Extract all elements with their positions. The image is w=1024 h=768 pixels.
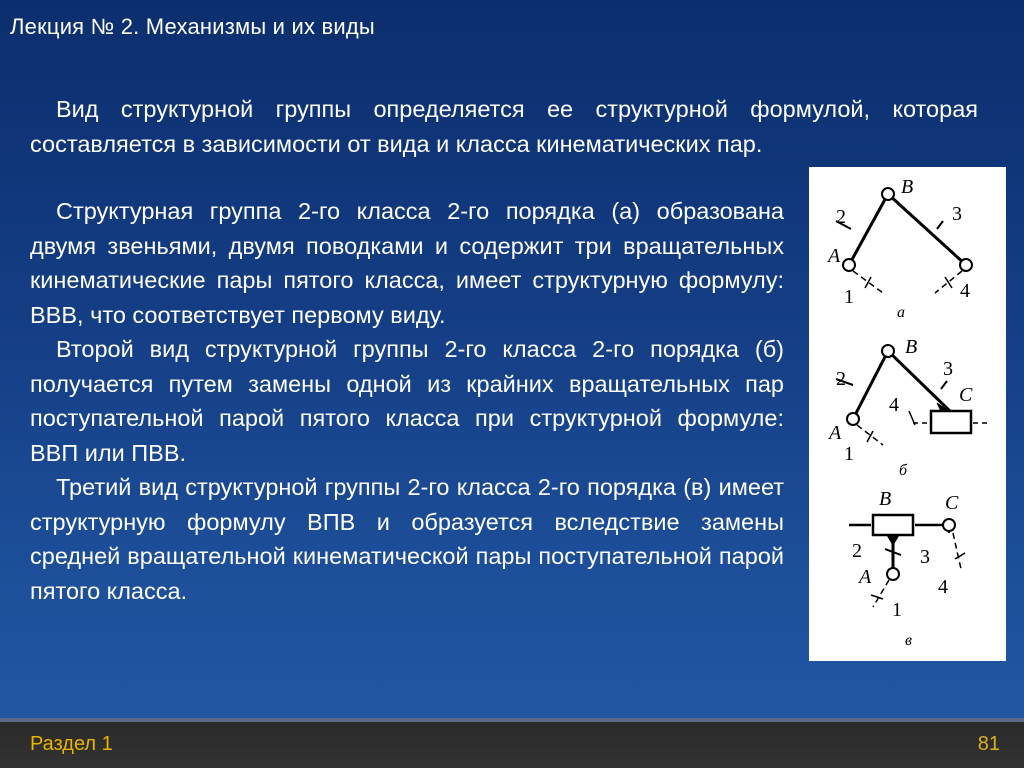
- mechanism-diagrams-panel: [809, 167, 1006, 661]
- diagram-b-label-a: A: [829, 422, 842, 444]
- diagram-b-label-4: 4: [889, 394, 899, 416]
- diagram-a-tick-3: [937, 221, 943, 229]
- section-label: Раздел 1: [30, 733, 113, 755]
- diagram-b-caption: б: [899, 462, 908, 479]
- diagram-a-label-2: 2: [836, 206, 846, 228]
- diagram-a-caption: а: [897, 304, 905, 321]
- page-number: 81: [977, 733, 1000, 755]
- paragraph-group-a: Структурная группа 2-го класса 2-го порядка (а) образована двумя звеньями, двумя поводками и содержит три вращательных кинематические пары пятого класса, имеет структурную формулу: ВВВ, что соответствует первому виду.: [30, 198, 784, 328]
- diagram-b-label-c: C: [959, 384, 973, 406]
- diagram-a-hatch-1: [865, 277, 871, 288]
- diagram-v-label-2: 2: [852, 540, 862, 562]
- intro-paragraph: [30, 92, 978, 161]
- diagram-b-link-2: [853, 351, 888, 419]
- diagram-b-label-2: 2: [836, 368, 846, 390]
- diagram-v-joint-a: [887, 568, 899, 580]
- diagram-v-joint-c: [943, 519, 955, 531]
- mechanism-diagrams: [809, 167, 1006, 661]
- diagram-a-link-2: [849, 194, 888, 265]
- diagram-b-slider-block: [931, 411, 971, 433]
- diagram-v-slider-block: [873, 515, 913, 535]
- diagram-a-label-b: B: [901, 176, 914, 198]
- diagram-v-hatch-4: [955, 553, 965, 559]
- diagram-a-joint-c: [960, 259, 972, 271]
- paragraph-group-b: Второй вид структурной группы 2-го класса 2-го порядка (б) получается путем замены одной из крайних вращательных пар поступательной парой пятого класса при структурной формуле: ВВП или ПВВ.: [30, 336, 784, 466]
- description-paragraphs: [30, 194, 784, 608]
- diagram-b-label-3: 3: [943, 358, 953, 380]
- diagram-a-joint-b: [882, 188, 894, 200]
- slide-title: Лекция № 2. Механизмы и их виды: [10, 14, 375, 39]
- diagram-a-label-4: 4: [960, 280, 970, 302]
- diagram-b-label-b: B: [905, 336, 918, 358]
- diagram-a-hatch-4: [945, 277, 952, 288]
- footer-bar: [0, 722, 1024, 768]
- diagram-b-label-1: 1: [844, 443, 854, 465]
- diagram-v-label-3: 3: [920, 546, 930, 568]
- diagram-v-frame-1: [873, 580, 889, 607]
- paragraph-group-v: Третий вид структурной группы 2-го класса 2-го порядка (в) имеет структурную формулу ВПВ и образуется вследствие замены средней вращательной кинематической пары поступательной парой пятого класса.: [30, 474, 784, 604]
- diagram-v-label-b: B: [879, 488, 892, 510]
- diagram-v-hatch-1: [871, 595, 883, 599]
- diagram-a-label-3: 3: [952, 203, 962, 225]
- diagram-b-joint-a: [847, 413, 859, 425]
- diagram-b-joint-b: [882, 345, 894, 357]
- diagram-v-caption: в: [905, 632, 912, 649]
- diagram-b-tick-3: [941, 381, 947, 389]
- diagram-v-frame-4: [953, 533, 961, 569]
- diagram-a-label-1: 1: [844, 286, 854, 308]
- diagram-v-label-4: 4: [938, 576, 948, 598]
- intro-text: Вид структурной группы определяется ее структурной формулой, которая составляется в зависимости от вида и класса кинематических пар.: [30, 96, 978, 157]
- diagram-v-label-c: C: [945, 492, 959, 514]
- diagram-b-tick-4: [909, 411, 915, 425]
- diagram-a-label-a: A: [828, 245, 841, 267]
- diagram-v-label-1: 1: [892, 599, 902, 621]
- diagram-v-label-a: A: [859, 566, 872, 588]
- diagram-a-joint-a: [843, 259, 855, 271]
- diagram-v-slider-joint: [887, 535, 899, 545]
